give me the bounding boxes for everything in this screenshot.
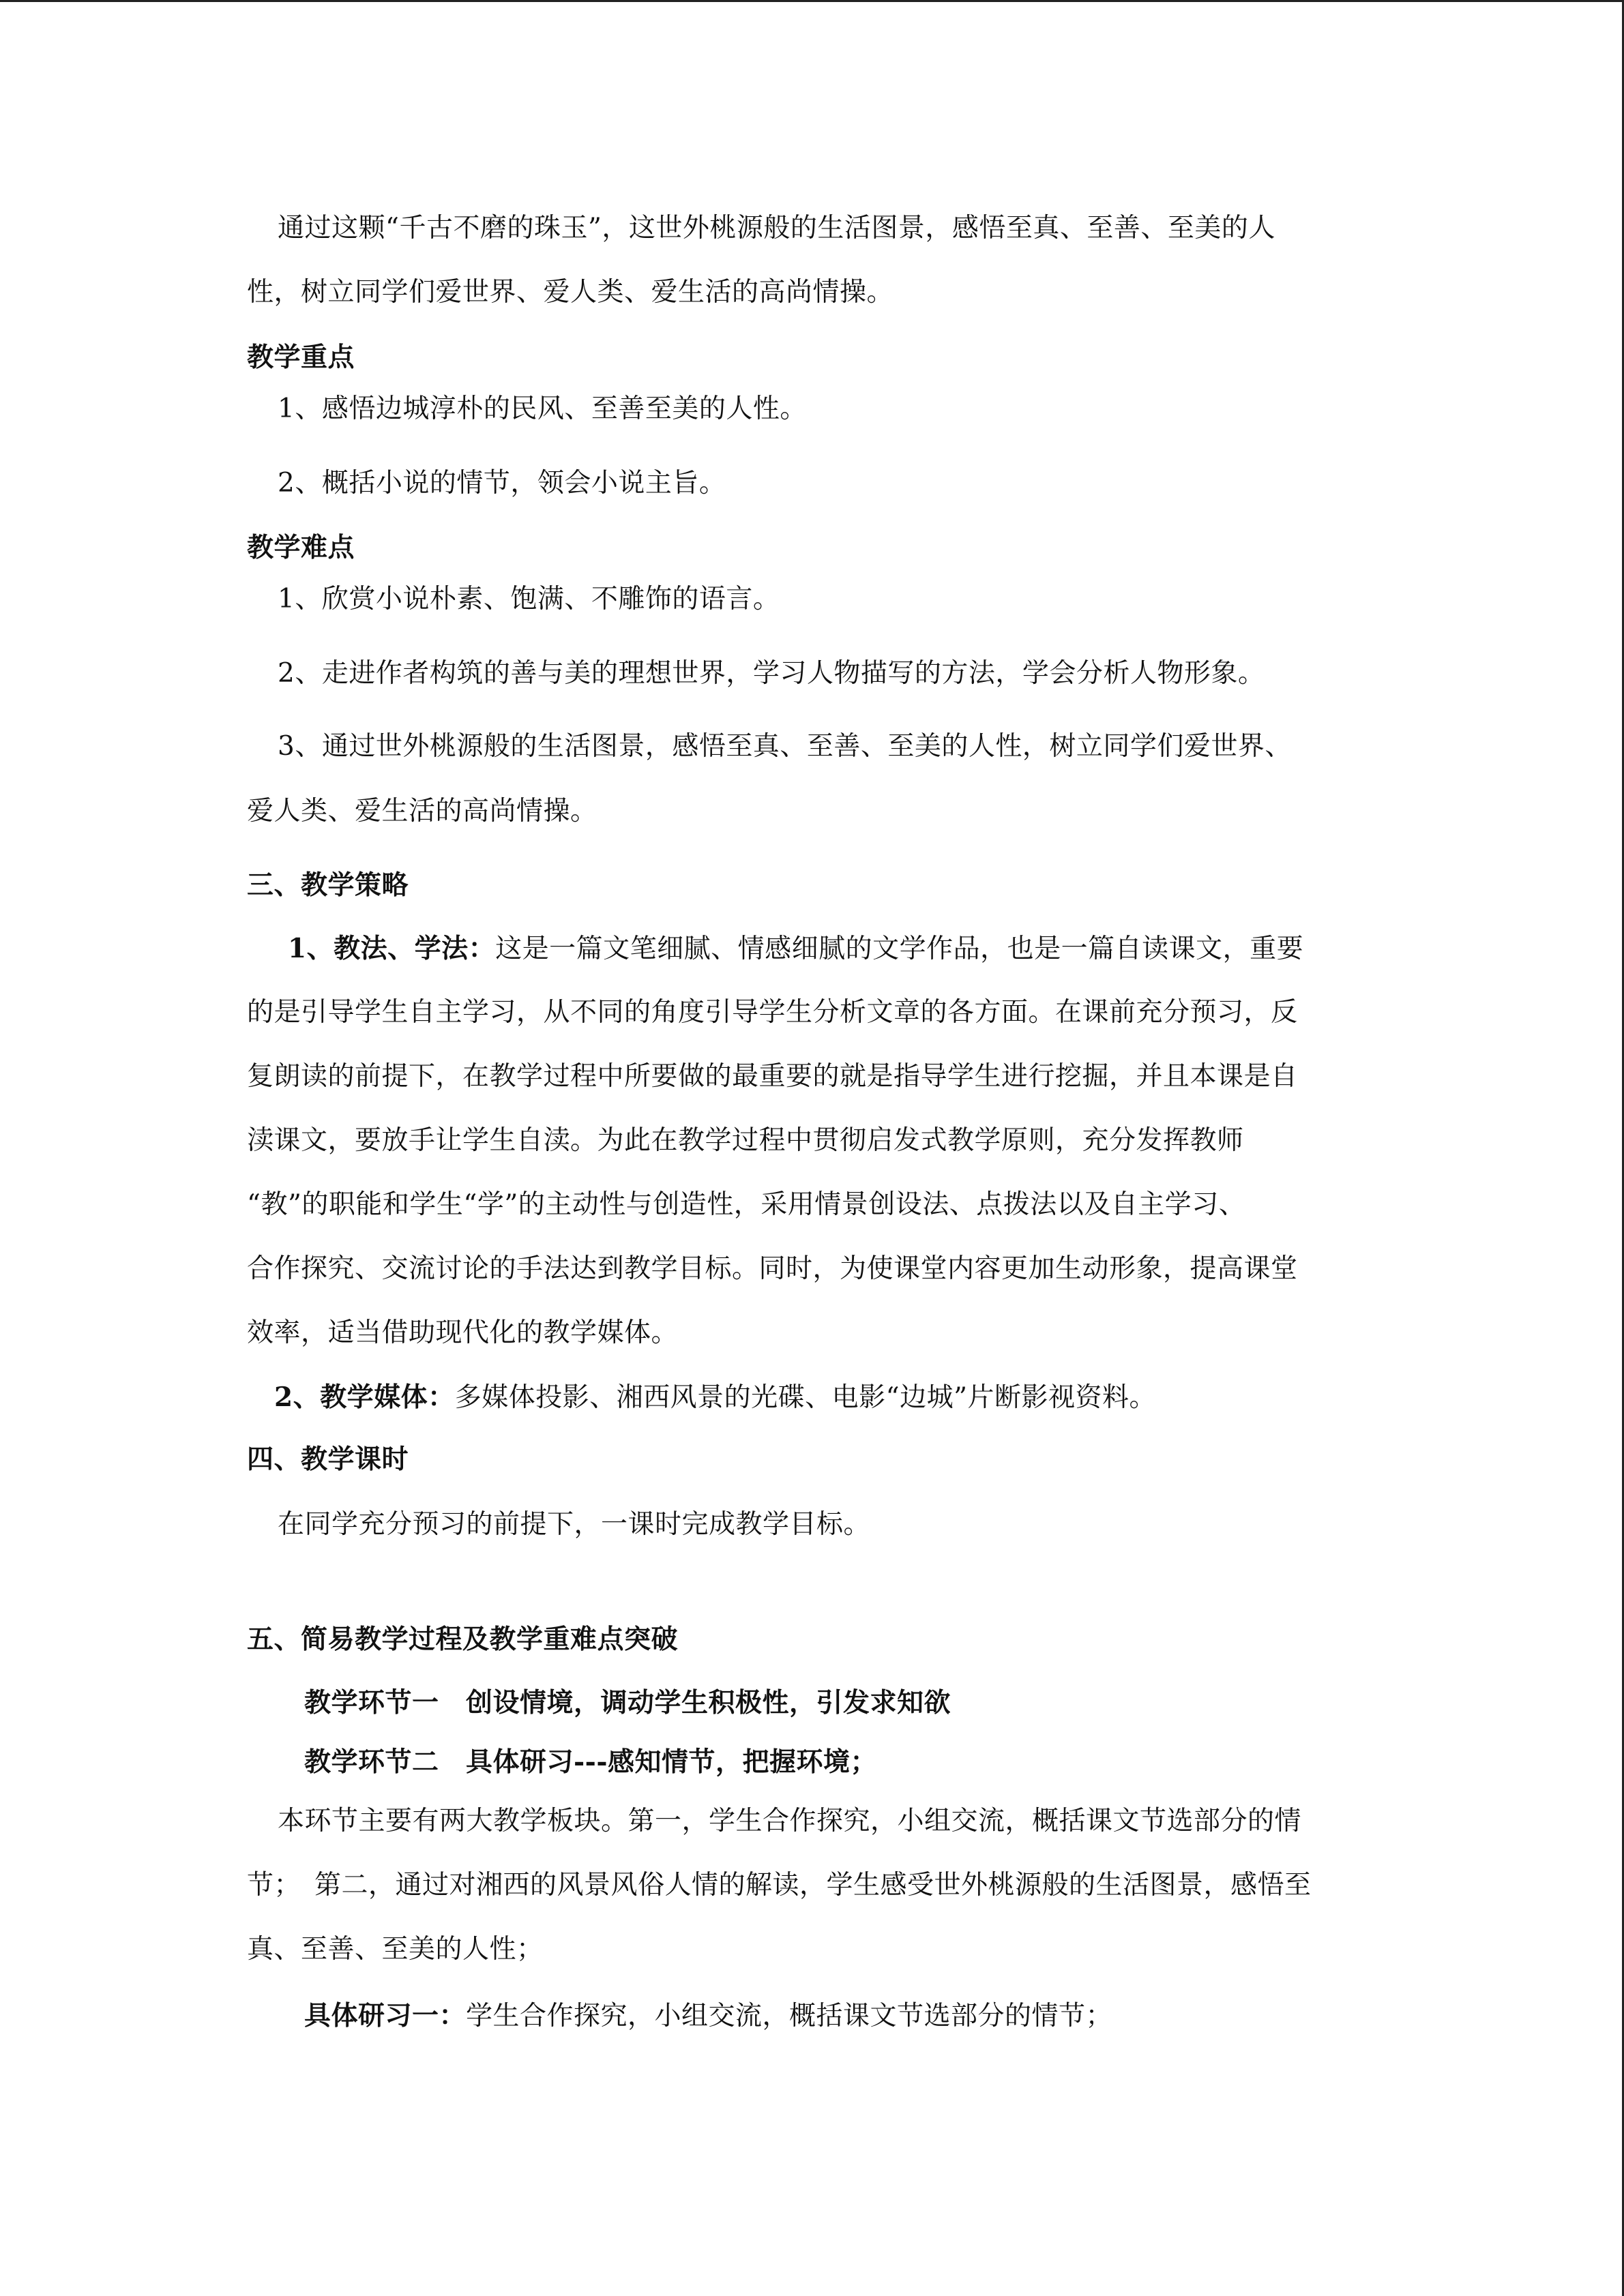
strategy-heading: 三、教学策略: [247, 869, 409, 901]
process-study-1-line: [304, 1997, 1112, 2036]
process-step-1: 教学环节一 创设情境，调动学生积极性，引发求知欲: [304, 1687, 951, 1718]
strategy-method-line-4: 渎课文，要放手让学生自渎。为此在教学过程中贯彻启发式教学原则，充分发挥教师: [247, 1125, 1244, 1156]
difficult-point-1: 1、欣赏小说朴素、饱满、不雕饰的语言。: [278, 584, 780, 614]
difficult-point-3-line-1: 3、通过世外桃源般的生活图景，感悟至真、至善、至美的人性，树立同学们爱世界、: [278, 731, 1292, 762]
process-step-2: 教学环节二 具体研习---感知情节，把握环境；: [304, 1746, 878, 1778]
key-point-2: 2、概括小说的情节，领会小说主旨。: [278, 468, 726, 498]
class-hours-heading: 四、教学课时: [247, 1444, 409, 1475]
intro-line-2: 性，树立同学们爱世界、爱人类、爱生活的高尚情操。: [247, 277, 894, 308]
strategy-method-text: 这是一篇文笔细腻、情感细腻的文学作品，也是一篇自读课文，重要: [495, 934, 1304, 964]
process-study-1-text: 学生合作探究，小组交流，概括课文节选部分的情节；: [466, 2001, 1113, 2031]
strategy-method-line-1: [288, 929, 1303, 968]
process-study-1-label: 具体研习一：: [304, 2000, 467, 2031]
strategy-media-line: [274, 1378, 1156, 1417]
strategy-method-line-5: “教”的职能和学生“学”的主动性与创造性，采用情景创设法、点拨法以及自主学习、: [247, 1189, 1246, 1220]
strategy-method-line-2: 的是引导学生自主学习，从不同的角度引导学生分析文章的各方面。在课前充分预习，反: [247, 997, 1298, 1028]
process-heading: 五、简易教学过程及教学重难点突破: [247, 1624, 679, 1655]
strategy-media-text: 多媒体投影、湘西风景的光碟、电影“边城”片断影视资料。: [454, 1382, 1157, 1413]
strategy-method-line-7: 效率，适当借助现代化的教学媒体。: [247, 1317, 679, 1348]
difficult-point-2: 2、走进作者构筑的善与美的理想世界，学习人物描写的方法，学会分析人物形象。: [278, 658, 1265, 689]
class-hours-text: 在同学充分预习的前提下，一课时完成教学目标。: [278, 1509, 871, 1540]
difficult-points-heading: 教学难点: [247, 532, 355, 563]
strategy-method-line-3: 复朗读的前提下，在教学过程中所要做的最重要的就是指导学生进行挖掘，并且本课是自: [247, 1061, 1298, 1092]
process-paragraph-line-2: 节； 第二，通过对湘西的风景风俗人情的解读，学生感受世外桃源般的生活图景，感悟至: [247, 1870, 1312, 1900]
strategy-method-label: 1、教法、学法：: [288, 933, 496, 964]
strategy-method-line-6: 合作探究、交流讨论的手法达到教学目标。同时，为使课堂内容更加生动形象，提高课堂: [247, 1253, 1298, 1284]
strategy-media-label: 2、教学媒体：: [274, 1382, 455, 1413]
process-paragraph-line-1: 本环节主要有两大教学板块。第一，学生合作探究，小组交流，概括课文节选部分的情: [278, 1806, 1302, 1836]
process-paragraph-line-3: 真、至善、至美的人性；: [247, 1934, 544, 1965]
intro-line-1: 通过这颗“千古不磨的珠玉”，这世外桃源般的生活图景，感悟至真、至善、至美的人: [278, 213, 1275, 243]
key-points-heading: 教学重点: [247, 342, 355, 373]
page-top-border: [0, 0, 1624, 2]
key-point-1: 1、感悟边城淳朴的民风、至善至美的人性。: [278, 393, 807, 424]
difficult-point-3-line-2: 爱人类、爱生活的高尚情操。: [247, 796, 597, 826]
